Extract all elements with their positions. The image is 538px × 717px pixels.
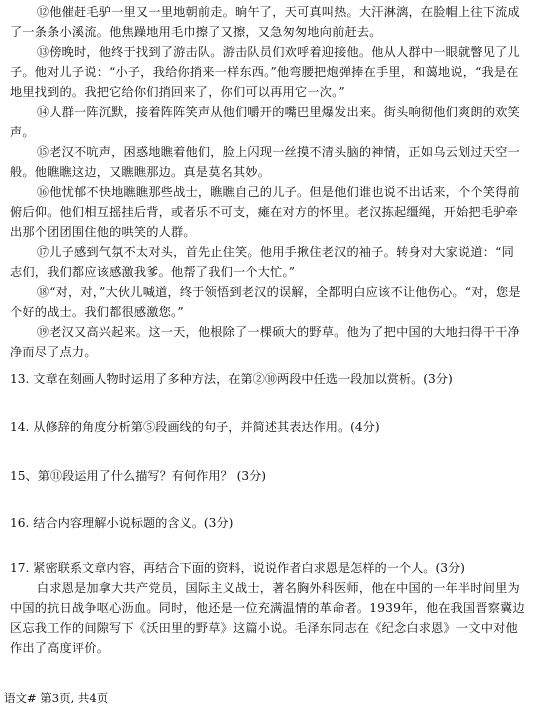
question-16: 16. 结合内容理解小说标题的含义。(3分) [10, 516, 234, 530]
story-paragraph-17: ⑰儿子感到气氛不太对头，首先止住笑。他用手揪住老汉的袖子。转身对大家说道：“同志们，我们都应该感激我爹。他帮了我们一个大忙。” [10, 245, 514, 279]
question-15: 15、第⑪段运用了什么描写？有何作用？ (3分) [10, 469, 267, 483]
question-17-material: 白求恩是加拿大共产党员，国际主义战士，著名胸外科医师，他在中国的一年半时间里为中国的抗日战争呕心沥血。同时，他还是一位充满温情的革命者。1939年，他在我国晋察冀边区忘我工作的间隙写下《沃田里的野草》这篇小说。毛泽东同志在《纪念白求恩》一文中对他作出了高度评价。 [10, 581, 525, 655]
question-13: 13. 文章在刻画人物时运用了多种方法，在第②⑩两段中任选一段加以赏析。(3分) [10, 372, 453, 386]
question-14: 14. 从修辞的角度分析第⑤段画线的句子，并简述其表达作用。(4分) [10, 420, 380, 434]
page-footer: 语文# 第3页, 共4页 [4, 691, 109, 705]
story-paragraph-18: ⑱“对，对，”大伙儿喊道，终于领悟到老汉的误解，全都明白应该不让他伤心。“对，您是个好的战士。我们都很感激您。” [10, 285, 521, 319]
story-paragraph-19: ⑲老汉又高兴起来。这一天，他根除了一棵硕大的野草。他为了把中国的大地扫得干干净净而尽了点力。 [10, 325, 520, 359]
question-17: 17. 紧密联系文章内容，再结合下面的资料，说说作者白求恩是怎样的一个人。(3分) [10, 561, 465, 575]
story-paragraph-13: ⑬傍晚时，他终于找到了游击队。游击队员们欢呼着迎接他。他从人群中一眼就瞥见了儿子。他对儿子说：“小子，我给你捎来一样东西。”他弯腰把炮弹捧在手里，和蔼地说，“我是在地里找到的。我把它给你们捎回来了，你们可以再用它一次。” [10, 45, 520, 99]
story-paragraph-15: ⑮老汉不吭声，困惑地瞧着他们，脸上闪现一丝摸不清头脑的神情，正如乌云划过天空一般。他瞧瞧这边，又瞧瞧那边。真是莫名其妙。 [10, 145, 520, 179]
story-paragraph-14: ⑭人群一阵沉默，接着阵阵笑声从他们嚼开的嘴巴里爆发出来。街头响彻他们爽朗的欢笑声。 [10, 105, 520, 139]
story-paragraph-16: ⑯他忧郁不快地瞧瞧那些战士，瞧瞧自己的儿子。但是他们谁也说不出话来，个个笑得前俯后仰。他们相互摇挂后背，或者乐不可支，瘫在对方的怀里。老汉拣起缰绳，开始把毛驴牵出那个团团围住他的哄笑的人群。 [10, 185, 520, 239]
story-paragraph-12: ⑫他催赶毛驴一里又一里地朝前走。晌午了，天可真叫热。大汗淋漓，在脸帽上往下流成了一条条小溪流。他焦躁地用毛巾擦了又擦，又急匆匆地向前赶去。 [10, 5, 520, 39]
